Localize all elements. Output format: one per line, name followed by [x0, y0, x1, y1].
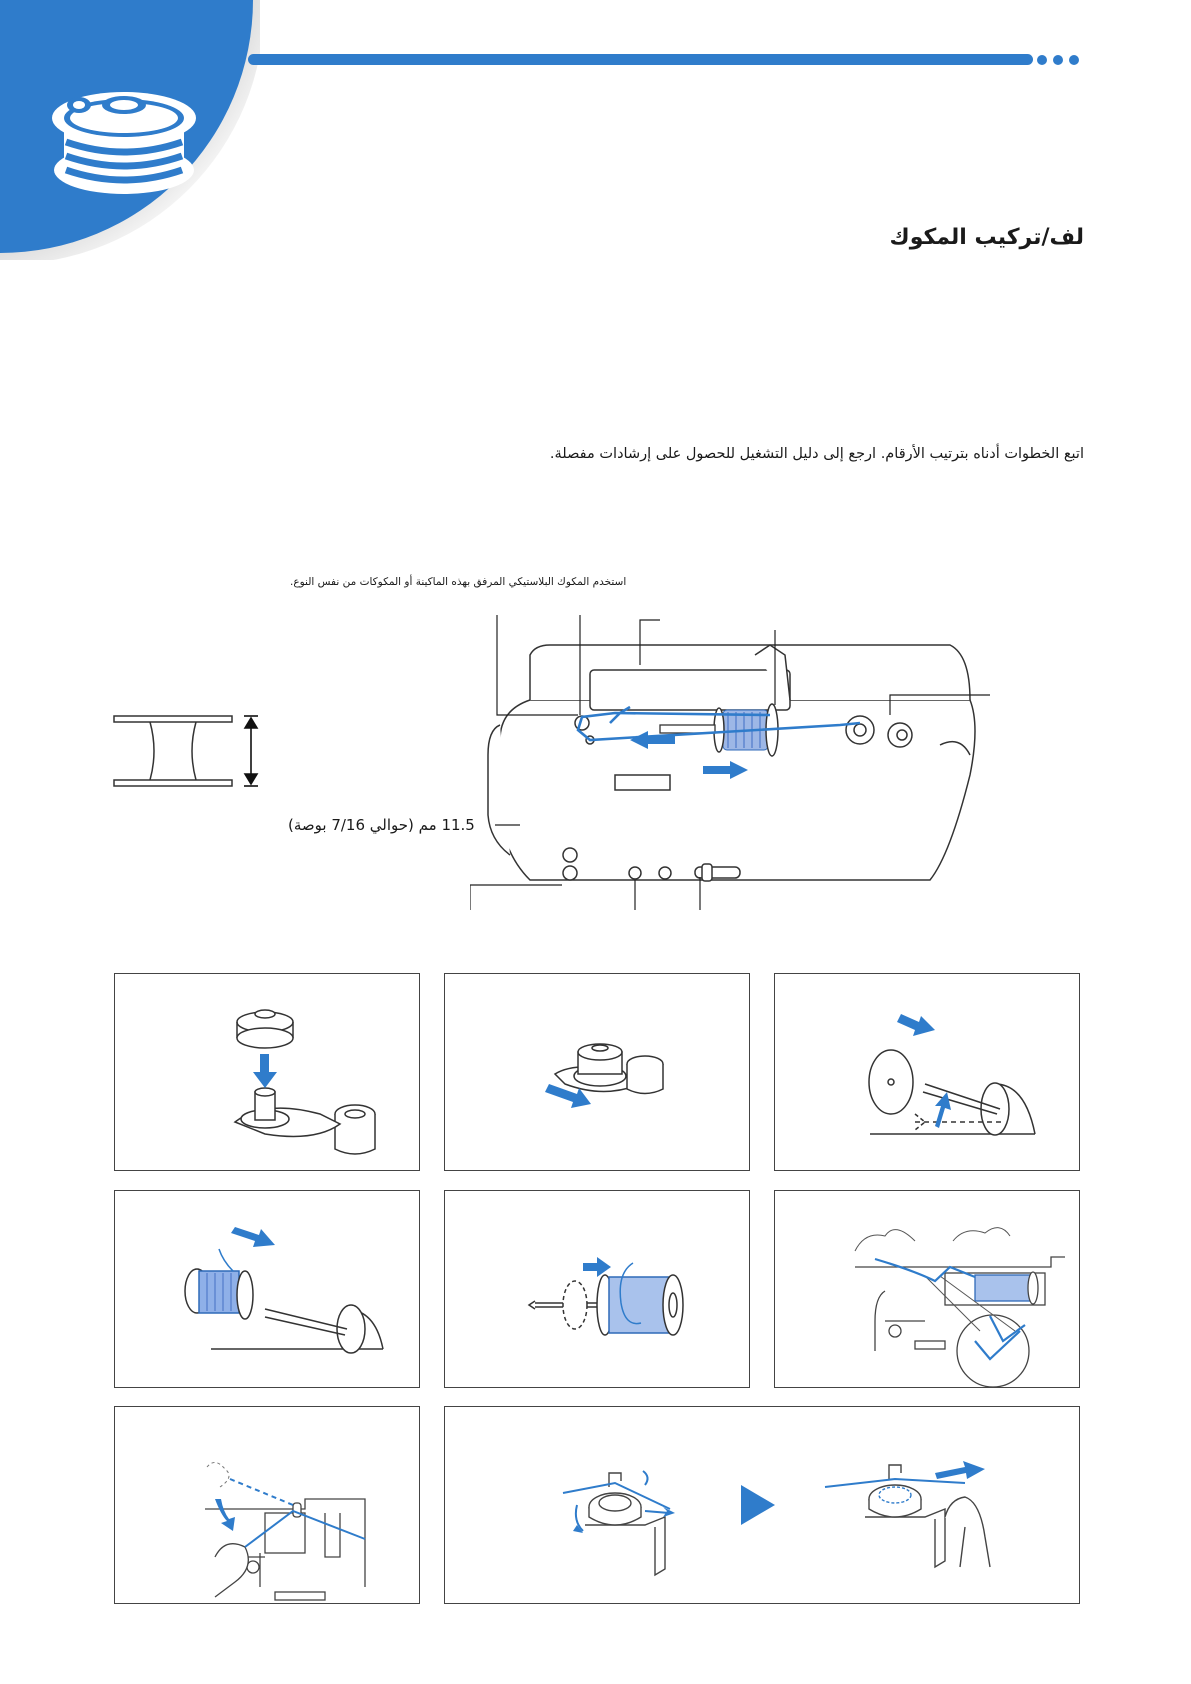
corner-badge [0, 0, 260, 260]
step-panel-wind-bobbin [444, 1406, 1080, 1604]
step-panel-place-spool [114, 1190, 420, 1388]
section-title: لف/تركيب المكوك [889, 225, 1084, 250]
header-dot [1037, 55, 1047, 65]
step-panel-thread-guide [774, 1190, 1080, 1388]
header-rule [248, 54, 1033, 65]
bobbin-height-label: 11.5 مم (حوالي 7/16 بوصة) [288, 816, 475, 834]
step-panel-spool-cap [444, 1190, 750, 1388]
bobbin-dimension-diagram [108, 710, 268, 790]
header-dot [1053, 55, 1063, 65]
machine-threading-diagram [470, 615, 990, 910]
bobbin-icon [52, 92, 196, 194]
intro-text: اتبع الخطوات أدناه بترتيب الأرقام. ارجع إلى دليل التشغيل للحصول على إرشادات مفصلة. [549, 446, 1084, 462]
step-panel-pass-thread [114, 1406, 420, 1604]
header-dot [1069, 55, 1079, 65]
bobbin-note: استخدم المكوك البلاستيكي المرفق بهذه الماكينة أو المكوكات من نفس النوع. [290, 576, 627, 588]
step-panel-push-winder [444, 973, 750, 1171]
step-panel-bobbin-on-shaft [114, 973, 420, 1171]
step-panel-spool-pin [774, 973, 1080, 1171]
